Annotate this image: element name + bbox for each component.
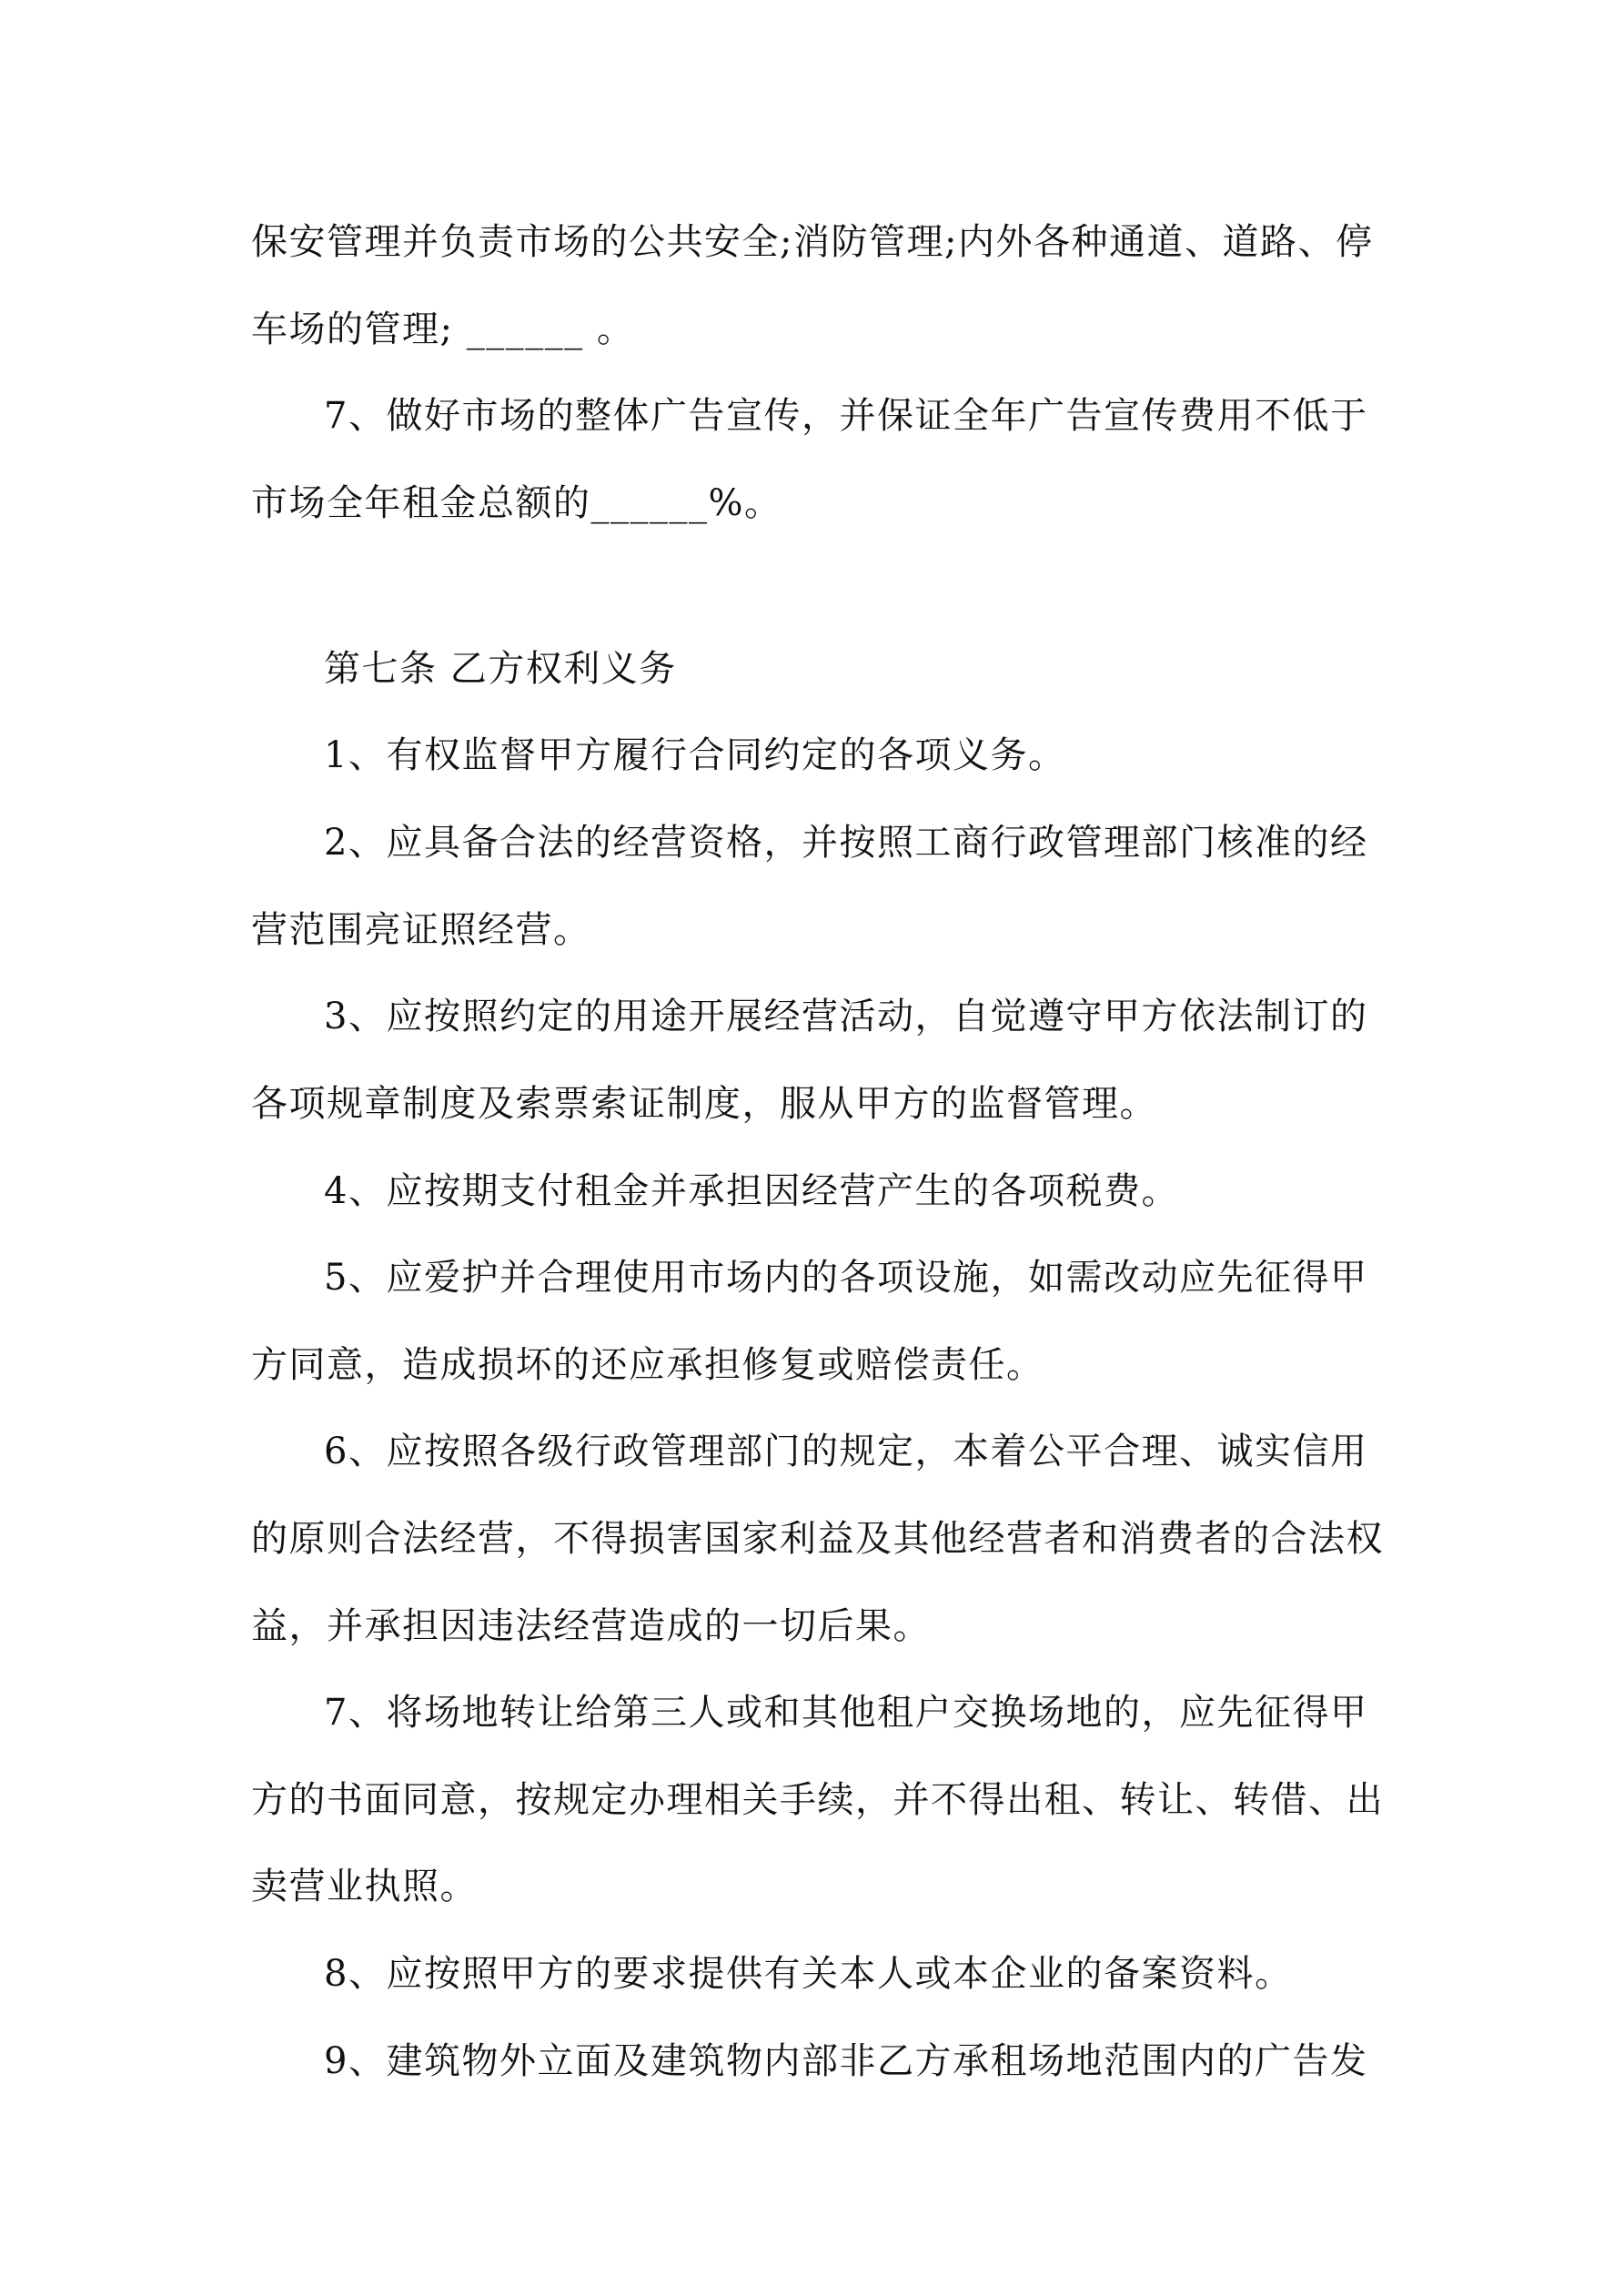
list-item: 7、将场地转让给第三人或和其他租户交换场地的，应先征得甲 (324, 1692, 1368, 1734)
list-item: 7、做好市场的整体广告宣传，并保证全年广告宣传费用不低于 (324, 395, 1368, 437)
list-item: 6、应按照各级行政管理部门的规定，本着公平合理、诚实信用 (324, 1431, 1368, 1472)
text-line: 方的书面同意，按规定办理相关手续，并不得出租、转让、转借、出 (251, 1779, 1384, 1821)
text-line: 车场的管理; ______ 。 (251, 308, 635, 350)
list-item: 8、应按照甲方的要求提供有关本人或本企业的备案资料。 (324, 1953, 1293, 1995)
list-item: 1、有权监督甲方履行合同约定的各项义务。 (324, 734, 1066, 776)
list-item: 3、应按照约定的用途开展经营活动，自觉遵守甲方依法制订的 (324, 996, 1368, 1037)
list-item: 2、应具备合法的经营资格，并按照工商行政管理部门核准的经 (324, 822, 1368, 864)
text-line: 方同意，造成损坏的还应承担修复或赔偿责任。 (251, 1344, 1044, 1386)
text-line: 的原则合法经营，不得损害国家利益及其他经营者和消费者的合法权 (251, 1518, 1384, 1560)
section-heading: 第七条 乙方权利义务 (324, 648, 677, 690)
text-line: 各项规章制度及索票索证制度，服从甲方的监督管理。 (251, 1083, 1157, 1125)
text-line: 保安管理并负责市场的公共安全;消防管理;内外各种通道、道路、停 (251, 221, 1374, 263)
list-item: 4、应按期支付租金并承担因经营产生的各项税费。 (324, 1170, 1179, 1212)
text-line: 益，并承担因违法经营造成的一切后果。 (251, 1605, 931, 1647)
list-item: 9、建筑物外立面及建筑物内部非乙方承租场地范围内的广告发 (324, 2040, 1368, 2082)
text-line: 营范围亮证照经营。 (251, 909, 591, 951)
text-line: 卖营业执照。 (251, 1866, 478, 1907)
text-line: 市场全年租金总额的______%。 (251, 482, 782, 524)
list-item: 5、应爱护并合理使用市场内的各项设施，如需改动应先征得甲 (324, 1257, 1368, 1299)
